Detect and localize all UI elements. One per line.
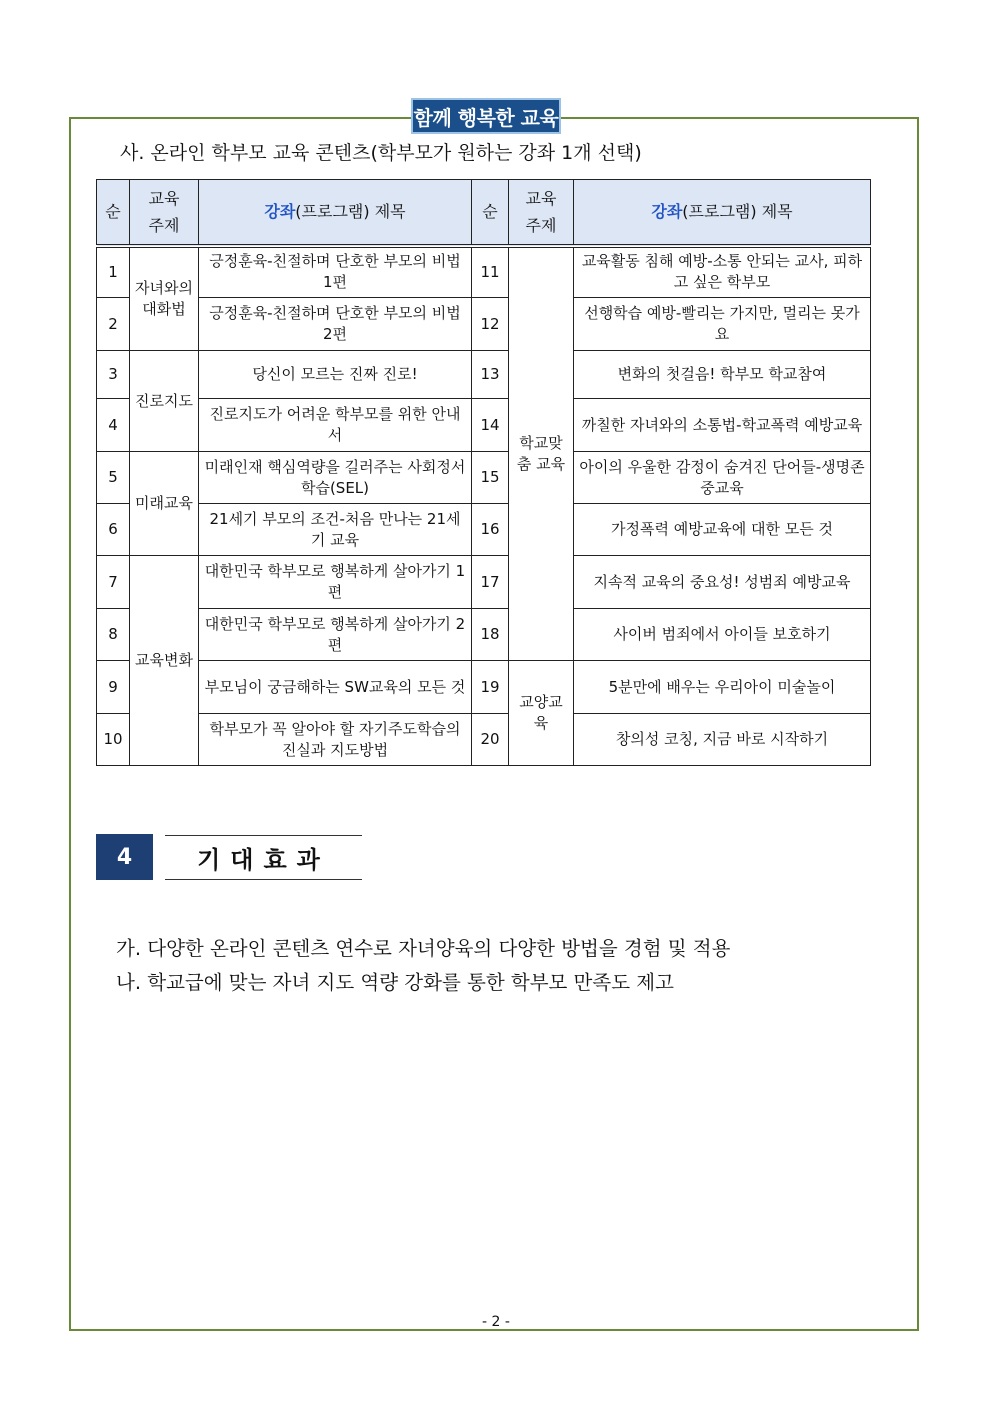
table-row xyxy=(97,298,871,351)
lecture-title: 21세기 부모의 조건-처음 만나는 21세기 교육 xyxy=(199,504,472,556)
table-header-row xyxy=(97,180,871,246)
row-num: 13 xyxy=(472,351,509,399)
section4-number: 4 xyxy=(96,834,153,880)
row-num: 20 xyxy=(472,714,509,766)
lecture-title: 지속적 교육의 중요성! 성범죄 예방교육 xyxy=(574,556,871,609)
lecture-title: 대한민국 학부모로 행복하게 살아가기 2편 xyxy=(199,609,472,661)
header-title-right xyxy=(574,180,871,246)
lecture-table xyxy=(96,179,871,766)
table-row xyxy=(97,609,871,661)
topic-cell: 학교맞춤 교육 xyxy=(509,246,574,661)
row-num: 6 xyxy=(97,504,130,556)
table-row xyxy=(97,661,871,714)
table-row xyxy=(97,246,871,298)
table-row xyxy=(97,351,871,399)
header-topic-line1: 교육 xyxy=(525,188,557,208)
lecture-title: 진로지도가 어려운 학부모를 위한 안내서 xyxy=(199,399,472,452)
header-topic xyxy=(130,180,199,246)
header-topic-line2: 주제 xyxy=(148,215,180,235)
lecture-title: 긍정훈육-친절하며 단호한 부모의 비법 2편 xyxy=(199,298,472,351)
lecture-title: 긍정훈육-친절하며 단호한 부모의 비법 1편 xyxy=(199,246,472,298)
row-num: 4 xyxy=(97,399,130,452)
lecture-title: 학부모가 꼭 알아야 할 자기주도학습의 진실과 지도방법 xyxy=(199,714,472,766)
header-topic-right xyxy=(509,180,574,246)
row-num: 9 xyxy=(97,661,130,714)
table-row xyxy=(97,556,871,609)
lecture-title: 아이의 우울한 감정이 숨겨진 단어들-생명존중교육 xyxy=(574,452,871,504)
page-banner: 함께 행복한 교육 xyxy=(411,98,561,134)
row-num: 5 xyxy=(97,452,130,504)
lecture-title: 당신이 모르는 진짜 진로! xyxy=(199,351,472,399)
topic-cell: 교육변화 xyxy=(130,556,199,766)
row-num: 8 xyxy=(97,609,130,661)
row-num: 10 xyxy=(97,714,130,766)
lecture-title: 대한민국 학부모로 행복하게 살아가기 1편 xyxy=(199,556,472,609)
row-num: 7 xyxy=(97,556,130,609)
section-sa-title: 사. 온라인 학부모 교육 콘텐츠(학부모가 원하는 강좌 1개 선택) xyxy=(120,142,642,164)
header-topic-line2: 주제 xyxy=(525,215,557,235)
lecture-title: 교육활동 침해 예방-소통 안되는 교사, 피하고 싶은 학부모 xyxy=(574,246,871,298)
header-title-highlight: 강좌 xyxy=(264,202,296,222)
lecture-title: 미래인재 핵심역량을 길러주는 사회정서학습(SEL) xyxy=(199,452,472,504)
effect-item: 나. 학교급에 맞는 자녀 지도 역량 강화를 통한 학부모 만족도 제고 xyxy=(116,971,674,994)
row-num: 17 xyxy=(472,556,509,609)
row-num: 14 xyxy=(472,399,509,452)
row-num: 1 xyxy=(97,246,130,298)
lecture-title: 5분만에 배우는 우리아이 미술놀이 xyxy=(574,661,871,714)
header-num-right: 순 xyxy=(472,180,509,246)
lecture-title: 사이버 범죄에서 아이들 보호하기 xyxy=(574,609,871,661)
table-row xyxy=(97,714,871,766)
header-topic-line1: 교육 xyxy=(148,188,180,208)
section4-title: 기대효과 xyxy=(165,835,362,880)
row-num: 19 xyxy=(472,661,509,714)
topic-cell: 교양교육 xyxy=(509,661,574,766)
header-title xyxy=(199,180,472,246)
row-num: 3 xyxy=(97,351,130,399)
row-num: 18 xyxy=(472,609,509,661)
row-num: 15 xyxy=(472,452,509,504)
lecture-title: 선행학습 예방-빨리는 가지만, 멀리는 못가요 xyxy=(574,298,871,351)
topic-cell: 자녀와의 대화법 xyxy=(130,246,199,351)
header-title-rest: (프로그램) 제목 xyxy=(295,202,406,222)
lecture-title: 가정폭력 예방교육에 대한 모든 것 xyxy=(574,504,871,556)
header-num: 순 xyxy=(97,180,130,246)
topic-cell: 진로지도 xyxy=(130,351,199,452)
lecture-title: 까칠한 자녀와의 소통법-학교폭력 예방교육 xyxy=(574,399,871,452)
expected-effects-list xyxy=(116,932,876,1000)
table-row xyxy=(97,399,871,452)
lecture-title: 창의성 코칭, 지금 바로 시작하기 xyxy=(574,714,871,766)
row-num: 11 xyxy=(472,246,509,298)
row-num: 12 xyxy=(472,298,509,351)
page-number: - 2 - xyxy=(482,1314,510,1330)
table-row xyxy=(97,452,871,504)
effect-item: 가. 다양한 온라인 콘텐츠 연수로 자녀양육의 다양한 방법을 경험 및 적용 xyxy=(116,937,731,960)
table-row xyxy=(97,504,871,556)
header-title-rest: (프로그램) 제목 xyxy=(682,202,793,222)
row-num: 16 xyxy=(472,504,509,556)
header-title-highlight: 강좌 xyxy=(651,202,683,222)
topic-cell: 미래교육 xyxy=(130,452,199,556)
row-num: 2 xyxy=(97,298,130,351)
lecture-title: 변화의 첫걸음! 학부모 학교참여 xyxy=(574,351,871,399)
lecture-title: 부모님이 궁금해하는 SW교육의 모든 것 xyxy=(199,661,472,714)
